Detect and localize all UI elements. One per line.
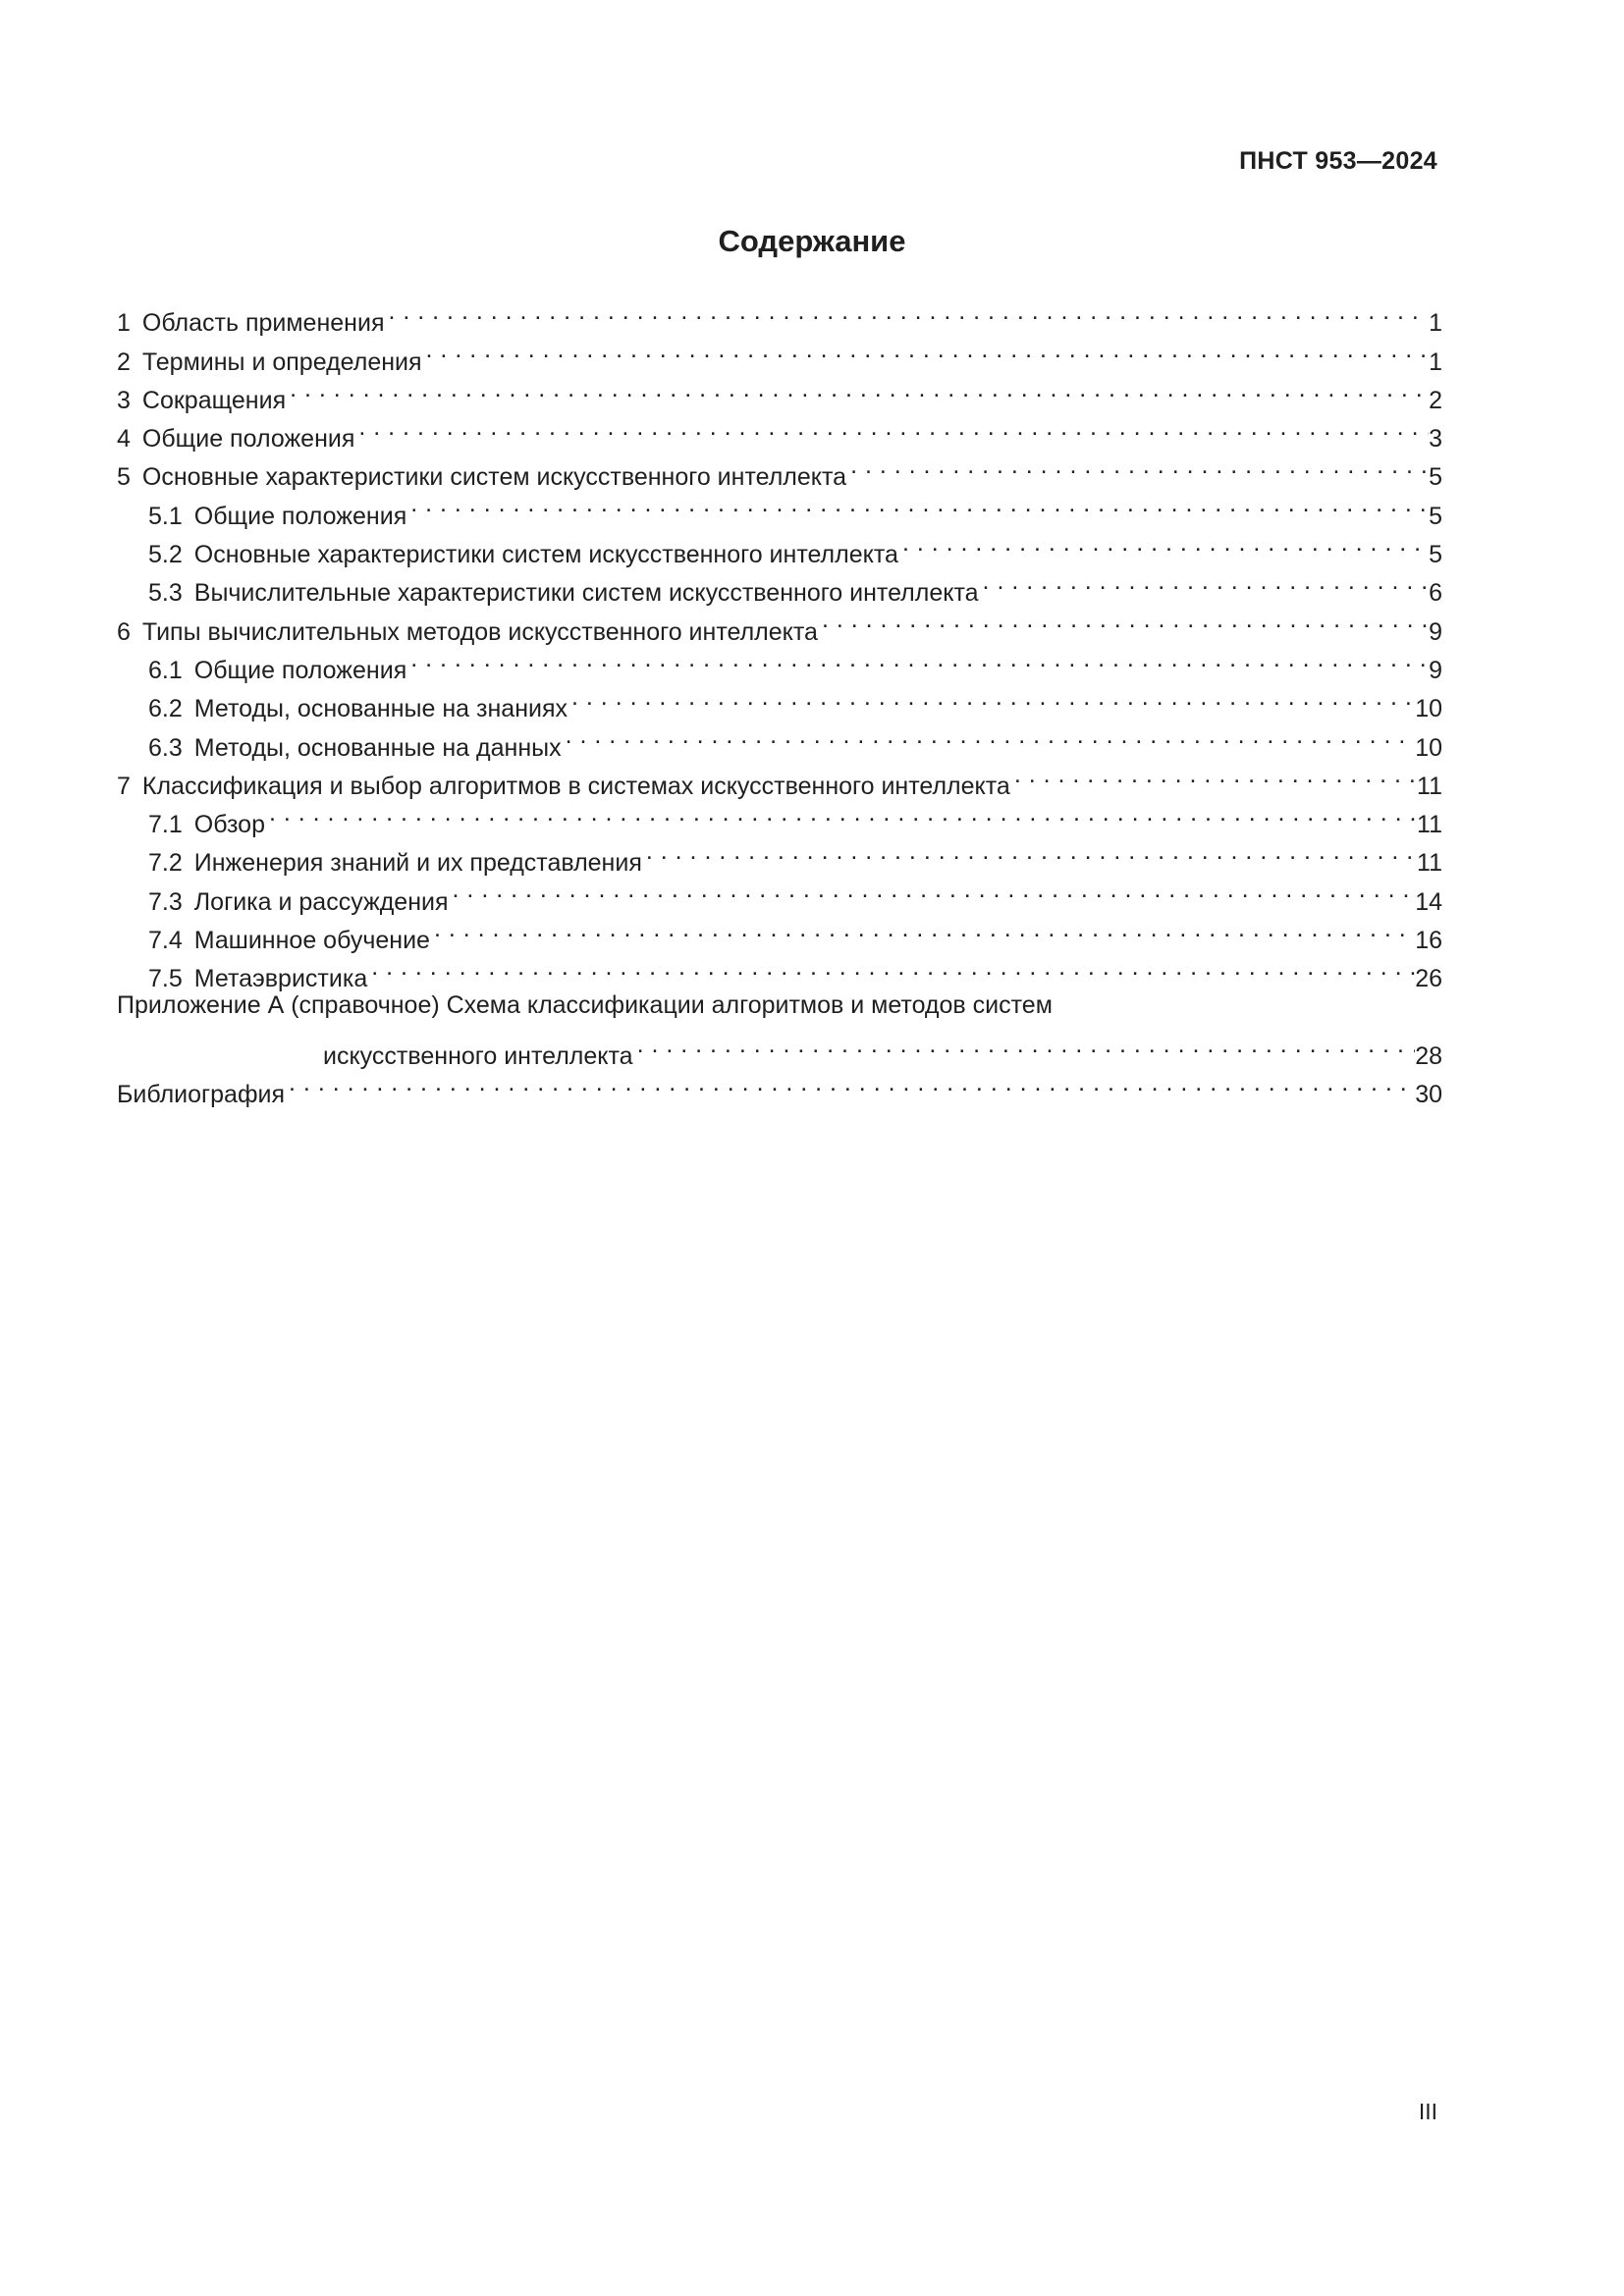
toc-entry-number: 1 xyxy=(117,309,131,338)
toc-entry-title: Логика и рассуждения xyxy=(193,887,449,916)
toc-title: Содержание xyxy=(718,224,906,258)
toc-entry-title: Общие положения xyxy=(193,656,407,684)
toc-entry[interactable] xyxy=(117,293,1442,338)
toc-entry[interactable] xyxy=(117,408,1442,454)
toc-entry-number: 6.2 xyxy=(148,695,183,723)
dot-leader xyxy=(354,408,1429,447)
toc-entry-title: Инженерия знаний и их представления xyxy=(193,849,642,878)
dot-leader xyxy=(449,871,1416,909)
toc-entry-title: Общие положения xyxy=(141,425,355,454)
toc-entry-title: Область применения xyxy=(141,309,385,338)
dot-leader xyxy=(406,485,1429,523)
toc-entry-page: 26 xyxy=(1415,965,1442,993)
toc-entry-title: Термины и определения xyxy=(141,347,422,376)
toc-entry-number: 5.1 xyxy=(148,502,183,530)
toc-entry-title: Сокращения xyxy=(141,386,287,414)
toc-entry-page: 5 xyxy=(1429,541,1442,569)
toc-entry-number: 5.2 xyxy=(148,541,183,569)
appendix-title-line1: Приложение А (справочное) Схема классификации алгоритмов и методов систем xyxy=(117,991,1053,1020)
toc-entry-page: 11 xyxy=(1417,849,1442,878)
toc-entry-number: 3 xyxy=(117,386,131,414)
toc-entry-title: Методы, основанные на знаниях xyxy=(193,695,568,723)
toc-entry-title: Вычислительные характеристики систем искусственного интеллекта xyxy=(193,579,979,608)
document-code: ПНСТ 953—2024 xyxy=(1239,147,1437,175)
toc-entry-page: 16 xyxy=(1415,927,1442,955)
toc-entry-page: 30 xyxy=(1415,1081,1442,1109)
dot-leader xyxy=(642,832,1417,871)
toc-entry-number: 6.3 xyxy=(148,733,183,762)
toc-entry-page: 1 xyxy=(1429,347,1442,376)
dot-leader xyxy=(285,1064,1415,1102)
toc-entry[interactable] xyxy=(117,794,1442,839)
dot-leader xyxy=(633,1026,1416,1064)
dot-leader xyxy=(286,370,1429,408)
toc-entry-number: 6 xyxy=(117,617,131,646)
toc-entry-page: 28 xyxy=(1415,1041,1442,1070)
toc-entry-page: 11 xyxy=(1417,772,1442,800)
toc-entry[interactable] xyxy=(117,370,1442,414)
toc-entry-page: 9 xyxy=(1429,656,1442,684)
toc-entry-page: 10 xyxy=(1415,733,1442,762)
dot-leader xyxy=(979,562,1430,601)
toc-entry-page: 6 xyxy=(1429,579,1442,608)
dot-leader xyxy=(422,331,1430,369)
toc-entry-page: 10 xyxy=(1415,695,1442,723)
dot-leader xyxy=(568,678,1415,717)
toc-entry-title: Классификация и выбор алгоритмов в системах искусственного интеллекта xyxy=(141,772,1010,800)
toc-entry-page: 2 xyxy=(1429,386,1442,414)
dot-leader xyxy=(562,717,1416,755)
toc-entry-title: Методы, основанные на данных xyxy=(193,733,562,762)
toc-entry-page: 11 xyxy=(1417,811,1442,839)
toc-entry-page: 9 xyxy=(1429,617,1442,646)
toc-entry-number: 7.2 xyxy=(148,849,183,878)
toc-entry-title: Обзор xyxy=(193,811,265,839)
toc-entry-page: 14 xyxy=(1415,887,1442,916)
toc-entry-title: Основные характеристики систем искусственного интеллекта xyxy=(141,463,847,492)
page-number: III xyxy=(1418,2099,1437,2124)
toc-entry-number: 2 xyxy=(117,347,131,376)
toc-entry[interactable] xyxy=(117,832,1442,878)
dot-leader xyxy=(898,524,1429,562)
toc-entry-number: 7 xyxy=(117,772,131,800)
toc-entry-title: Основные характеристики систем искусственного интеллекта xyxy=(193,541,898,569)
dot-leader xyxy=(265,794,1417,832)
dot-leader xyxy=(818,601,1429,639)
dot-leader xyxy=(367,948,1415,987)
dot-leader xyxy=(384,293,1429,331)
dot-leader xyxy=(406,640,1429,678)
dot-leader xyxy=(846,447,1429,485)
toc-entry-appendix[interactable] xyxy=(117,987,1442,1025)
toc-entry-title: Библиография xyxy=(117,1081,286,1109)
toc-entry-number: 5.3 xyxy=(148,579,183,608)
toc-entry-number: 7.4 xyxy=(148,927,183,955)
appendix-title-line2: искусственного интеллекта xyxy=(323,1041,633,1070)
toc-entry-number: 7.5 xyxy=(148,965,183,993)
toc-entry-bibliography[interactable] xyxy=(117,1064,1442,1109)
toc-entry-title: Метаэвристика xyxy=(193,965,368,993)
toc-entry-number: 7.1 xyxy=(148,811,183,839)
toc-entry-title: Типы вычислительных методов искусственного интеллекта xyxy=(141,617,818,646)
dot-leader xyxy=(1010,756,1417,794)
dot-leader xyxy=(430,910,1415,948)
toc-entry-page: 1 xyxy=(1429,309,1442,338)
toc-entry-number: 6.1 xyxy=(148,656,183,684)
toc-entry-number: 4 xyxy=(117,425,131,454)
table-of-contents xyxy=(117,293,1442,1109)
toc-entry-title: Общие положения xyxy=(193,502,407,530)
toc-entry-page: 3 xyxy=(1429,425,1442,454)
toc-entry-title: Машинное обучение xyxy=(193,927,430,955)
toc-entry-page: 5 xyxy=(1429,502,1442,530)
toc-entry-number: 7.3 xyxy=(148,887,183,916)
toc-entry-page: 5 xyxy=(1429,463,1442,492)
toc-entry-appendix-continued[interactable] xyxy=(117,1026,1442,1070)
toc-entry-number: 5 xyxy=(117,463,131,492)
